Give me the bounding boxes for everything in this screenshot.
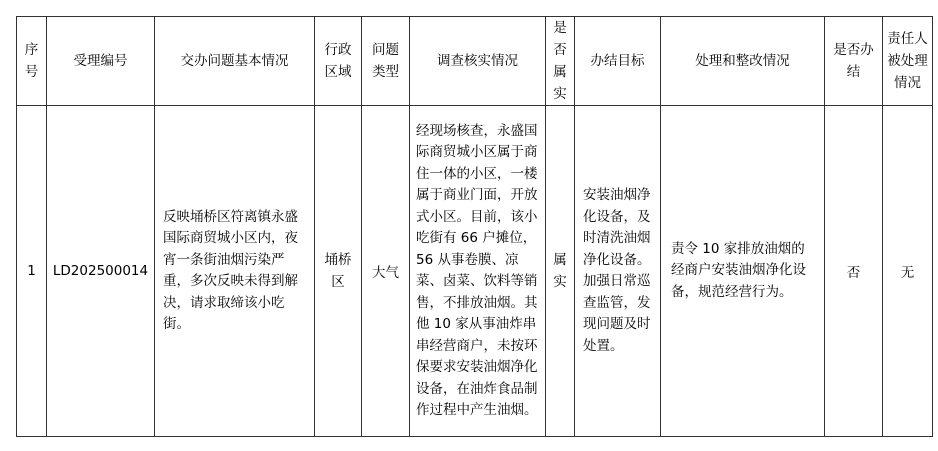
cell-basic: 反映埇桥区符离镇永盛国际商贸城小区内，夜宵一条街油烟污染严重，多次反映未得到解决，请求取缔该小吃街。	[155, 106, 315, 437]
header-row	[17, 17, 933, 106]
cell-goal: 安装油烟净化设备，及时清洗油烟净化设备。加强日常巡查监管，发现问题及时处置。	[575, 106, 661, 437]
header-number: 受理编号	[47, 17, 155, 106]
header-basic: 交办问题基本情况	[155, 17, 315, 106]
header-type: 问题类型	[362, 17, 410, 106]
cell-type: 大气	[362, 106, 410, 437]
cell-rectification: 责令 10 家排放油烟的经商户安装油烟净化设备，规范经营行为。	[661, 106, 825, 437]
table-row	[17, 106, 933, 437]
header-verified: 是否属实	[546, 17, 575, 106]
header-goal: 办结目标	[575, 17, 661, 106]
cell-region: 埇桥区	[315, 106, 362, 437]
cell-investigation: 经现场核查，永盛国际商贸城小区属于商住一体的小区，一楼属于商业门面，开放式小区。目前，该小吃街有 66 户摊位，56 从事卷膜、凉菜、卤菜、饮料等销售，不排放油烟。其他 10 家从事油炸串串经营商户，未按环保要求安装油烟净化设备，在油炸食品制作过程中产生油烟。	[410, 106, 546, 437]
cell-verified: 属实	[546, 106, 575, 437]
complaint-table	[16, 16, 933, 437]
header-investigation: 调查核实情况	[410, 17, 546, 106]
header-region: 行政区域	[315, 17, 362, 106]
header-accountable: 责任人被处理情况	[883, 17, 933, 106]
header-seq: 序号	[17, 17, 47, 106]
header-rectification: 处理和整改情况	[661, 17, 825, 106]
cell-closed: 否	[825, 106, 883, 437]
header-closed: 是否办结	[825, 17, 883, 106]
cell-seq: 1	[17, 106, 47, 437]
cell-accountable: 无	[883, 106, 933, 437]
cell-number: LD202500014	[47, 106, 155, 437]
